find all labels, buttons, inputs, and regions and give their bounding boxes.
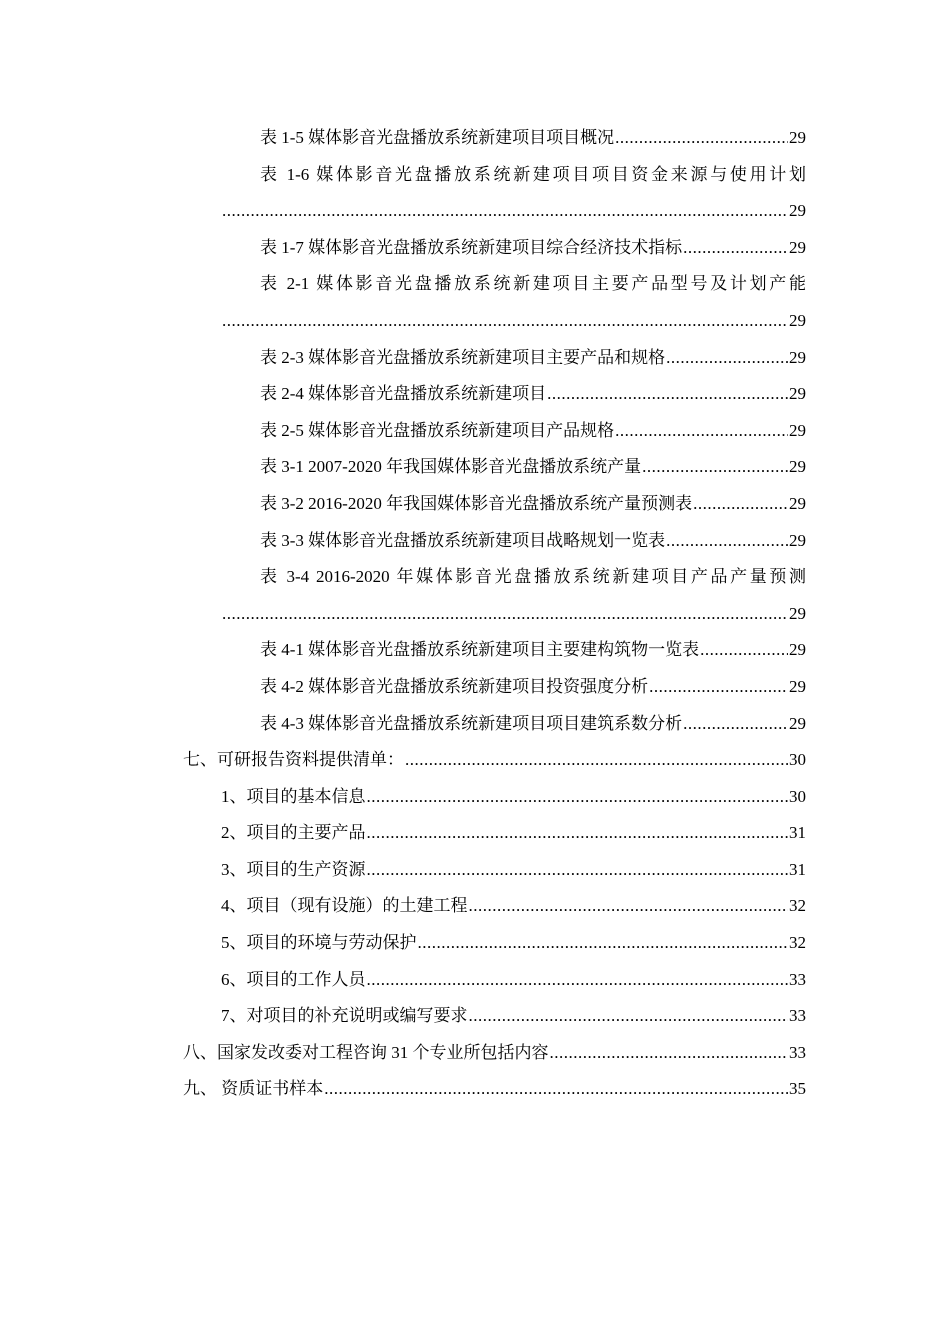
- toc-entry-label: 七、可研报告资料提供清单：: [183, 750, 404, 770]
- toc-entry[interactable]: [0, 962, 950, 999]
- toc-entry-label: 表 1-5 媒体影音光盘播放系统新建项目项目概况: [260, 128, 615, 147]
- toc-entry[interactable]: [0, 449, 950, 486]
- toc-entry-label: 6、项目的工作人员: [221, 969, 366, 989]
- toc-entry[interactable]: [0, 376, 950, 413]
- toc-entry-label: 八、国家发改委对工程咨询 31 个专业所包括内容: [183, 1042, 549, 1062]
- toc-entry-label: 表 2-4 媒体影音光盘播放系统新建项目: [260, 384, 547, 404]
- toc-dot-leader: [367, 815, 789, 852]
- toc-entry-label: 1、项目的基本信息: [221, 786, 366, 806]
- toc-dot-leader: [683, 706, 788, 743]
- toc-dot-leader: [418, 925, 789, 962]
- toc-page-number: 30: [789, 786, 806, 806]
- toc-entry[interactable]: [0, 779, 950, 816]
- toc-page-number: 33: [789, 1006, 806, 1026]
- toc-entry-label: 表 3-1 2007-2020 年我国媒体影音光盘播放系统产量: [260, 457, 642, 477]
- toc-entry-label: 表 3-4 2016-2020 年媒体影音光盘播放系统新建项目产品产量预测: [260, 567, 806, 587]
- toc-dot-leader: [615, 413, 788, 450]
- toc-page-number: 29: [789, 713, 806, 733]
- toc-entry-label: 表 1-7 媒体影音光盘播放系统新建项目综合经济技术指标: [260, 237, 683, 257]
- toc-dot-leader: [642, 449, 788, 486]
- toc-page-number: 35: [789, 1079, 806, 1099]
- toc-entry-label: 表 4-1 媒体影音光盘播放系统新建项目主要建构筑物一览表: [260, 640, 700, 660]
- toc-entry-label: 表 2-3 媒体影音光盘播放系统新建项目主要产品和规格: [260, 347, 666, 367]
- toc-entry-label: 表 2-5 媒体影音光盘播放系统新建项目产品规格: [260, 420, 615, 440]
- toc-dot-leader: [550, 1035, 789, 1072]
- toc-section[interactable]: [0, 742, 950, 779]
- toc-page-number: 31: [789, 823, 806, 843]
- toc-page-number: 29: [789, 640, 806, 660]
- table-of-contents: [0, 120, 950, 1108]
- toc-entry-label: 5、项目的环境与劳动保护: [221, 933, 417, 953]
- toc-page-number: 29: [789, 347, 806, 367]
- toc-page-number: 29: [789, 384, 806, 404]
- toc-entry[interactable]: [0, 486, 950, 523]
- toc-entry[interactable]: [0, 340, 950, 377]
- toc-entry-label: 4、项目（现有设施）的土建工程: [221, 896, 468, 916]
- toc-dot-leader: [367, 962, 789, 999]
- toc-entry[interactable]: [0, 632, 950, 669]
- toc-entry-label: 表 1-6 媒体影音光盘播放系统新建项目项目资金来源与使用计划: [260, 164, 806, 184]
- toc-page-number: 29: [789, 128, 806, 147]
- toc-entry-label: 表 4-2 媒体影音光盘播放系统新建项目投资强度分析: [260, 676, 649, 696]
- toc-entry[interactable]: [0, 559, 950, 632]
- toc-page-number: 29: [789, 310, 806, 330]
- toc-dot-leader: [700, 632, 788, 669]
- toc-entry[interactable]: [0, 413, 950, 450]
- toc-page-number: 29: [789, 493, 806, 513]
- toc-page-number: 32: [789, 896, 806, 916]
- toc-entry[interactable]: [0, 852, 950, 889]
- toc-entry[interactable]: [0, 523, 950, 560]
- toc-page-number: 30: [789, 750, 806, 770]
- toc-section[interactable]: [0, 1035, 950, 1072]
- toc-entry-label: 表 4-3 媒体影音光盘播放系统新建项目项目建筑系数分析: [260, 713, 683, 733]
- toc-page-number: 32: [789, 933, 806, 953]
- toc-dot-leader: [367, 779, 789, 816]
- toc-entry-label: 7、对项目的补充说明或编写要求: [221, 1006, 468, 1026]
- toc-dot-leader: [683, 230, 788, 267]
- toc-dot-leader: [222, 193, 788, 230]
- toc-entry-label: 表 3-3 媒体影音光盘播放系统新建项目战略规划一览表: [260, 530, 666, 550]
- toc-entry[interactable]: [0, 266, 950, 339]
- toc-page-number: 31: [789, 859, 806, 879]
- toc-dot-leader: [222, 596, 788, 633]
- toc-page-number: 29: [789, 201, 806, 221]
- toc-dot-leader: [469, 888, 789, 925]
- toc-entry-label: 3、项目的生产资源: [221, 859, 366, 879]
- toc-entry-label: 表 3-2 2016-2020 年我国媒体影音光盘播放系统产量预测表: [260, 493, 693, 513]
- toc-entry[interactable]: [0, 888, 950, 925]
- toc-page-number: 29: [789, 457, 806, 477]
- toc-dot-leader: [469, 998, 789, 1035]
- toc-entry[interactable]: [0, 669, 950, 706]
- toc-entry[interactable]: [0, 120, 950, 157]
- toc-page-number: 29: [789, 237, 806, 257]
- toc-section[interactable]: [0, 1071, 950, 1108]
- toc-dot-leader: [222, 303, 788, 340]
- toc-entry-label: 2、项目的主要产品: [221, 823, 366, 843]
- toc-entry[interactable]: [0, 706, 950, 743]
- toc-page-number: 29: [789, 676, 806, 696]
- toc-dot-leader: [324, 1071, 788, 1108]
- toc-entry[interactable]: [0, 230, 950, 267]
- toc-entry[interactable]: [0, 925, 950, 962]
- toc-dot-leader: [649, 669, 788, 706]
- toc-entry-label: 九、 资质证书样本: [183, 1079, 324, 1099]
- toc-dot-leader: [547, 376, 788, 413]
- toc-entry[interactable]: [0, 815, 950, 852]
- toc-entry-label: 表 2-1 媒体影音光盘播放系统新建项目主要产品型号及计划产能: [260, 274, 806, 294]
- toc-entry[interactable]: [0, 157, 950, 230]
- toc-page-number: 33: [789, 1042, 806, 1062]
- toc-page-number: 33: [789, 969, 806, 989]
- toc-page-number: 29: [789, 420, 806, 440]
- toc-dot-leader: [693, 486, 788, 523]
- toc-dot-leader: [666, 523, 788, 560]
- toc-page-number: 29: [789, 603, 806, 623]
- toc-dot-leader: [615, 120, 788, 157]
- toc-dot-leader: [367, 852, 789, 889]
- toc-dot-leader: [666, 340, 788, 377]
- toc-page-number: 29: [789, 530, 806, 550]
- toc-dot-leader: [405, 742, 788, 779]
- toc-entry[interactable]: [0, 998, 950, 1035]
